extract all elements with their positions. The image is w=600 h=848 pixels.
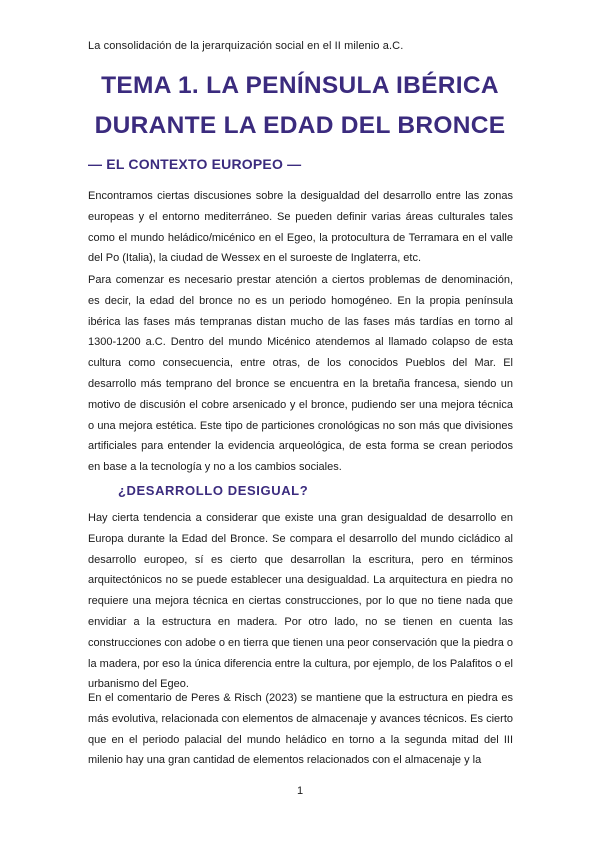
- paragraph-4: En el comentario de Peres & Risch (2023) se mantiene que la estructura en piedra es más evolutiva, relacionada con elementos de almacenaje y avances técnicos. Es cierto que en el periodo palacial del mundo heládico en torno a la segunda mitad del III milenio hay una gran cantidad de elementos relacionados con el almacenaje y la: [88, 692, 513, 767]
- running-header: La consolidación de la jerarquización social en el II milenio a.C.: [88, 40, 404, 52]
- paragraph-1: Encontramos ciertas discusiones sobre la desigualdad del desarrollo entre las zonas europeas y el entorno mediterráneo. Se pueden definir varias áreas culturales tales como el mundo heládico/micénico en el Egeo, la protocultura de Terramara en el valle del Po (Italia), la ciudad de Wessex en el suroeste de Inglaterra, etc.: [88, 190, 513, 265]
- paragraph-3: Hay cierta tendencia a considerar que existe una gran desigualdad de desarrollo en Europa durante la Edad del Bronce. Se compara el desarrollo del mundo cicládico al desarrollo europeo, sí es cierto que desarrollan la escritura, pero en términos arquitectónicos no se puede establecer una desigualdad. La arquitectura en piedra no requiere una mejora técnica en ciertas construcciones, por lo que no tiene nada que envidiar a la estructura en madera. Por otro lado, no se tienen en cuenta las construcciones con adobe o en tierra que tienen una peor conservación que la piedra o la madera, por eso la única diferencia entre la cultura, por ejemplo, de los Palafitos o el urbanismo del Egeo.: [88, 512, 514, 691]
- page-number: 1: [296, 785, 304, 797]
- section-heading-contexto: — EL CONTEXTO EUROPEO —: [88, 156, 302, 172]
- page-title-line-2: DURANTE LA EDAD DEL BRONCE: [94, 112, 506, 139]
- page-title-line-1: TEMA 1. LA PENÍNSULA IBÉRICA: [101, 72, 499, 99]
- subheading-desarrollo-desigual: ¿DESARROLLO DESIGUAL?: [118, 483, 309, 498]
- paragraph-2: Para comenzar es necesario prestar atención a ciertos problemas de denominación, es decir, la edad del bronce no es un periodo homogéneo. En la propia península ibérica las fases más tempranas distan mucho de las fases más tardías en torno al 1300-1200 a.C. Dentro del mundo Micénico atendemos al llamado colapso de esta cultura como consecuencia, entre otras, de los conocidos Pueblos del Mar. El desarrollo más temprano del bronce se encuentra en la bretaña francesa, siendo un motivo de discusión el cobre arsenicado y el bronce, pudiendo ser una mejora técnica o una mejora estética. Este tipo de particiones cronológicas no son más que divisiones artificiales para entender la evidencia arqueológica, de esta forma se crean periodos en base a la tecnología y no a los cambios sociales.: [88, 274, 513, 474]
